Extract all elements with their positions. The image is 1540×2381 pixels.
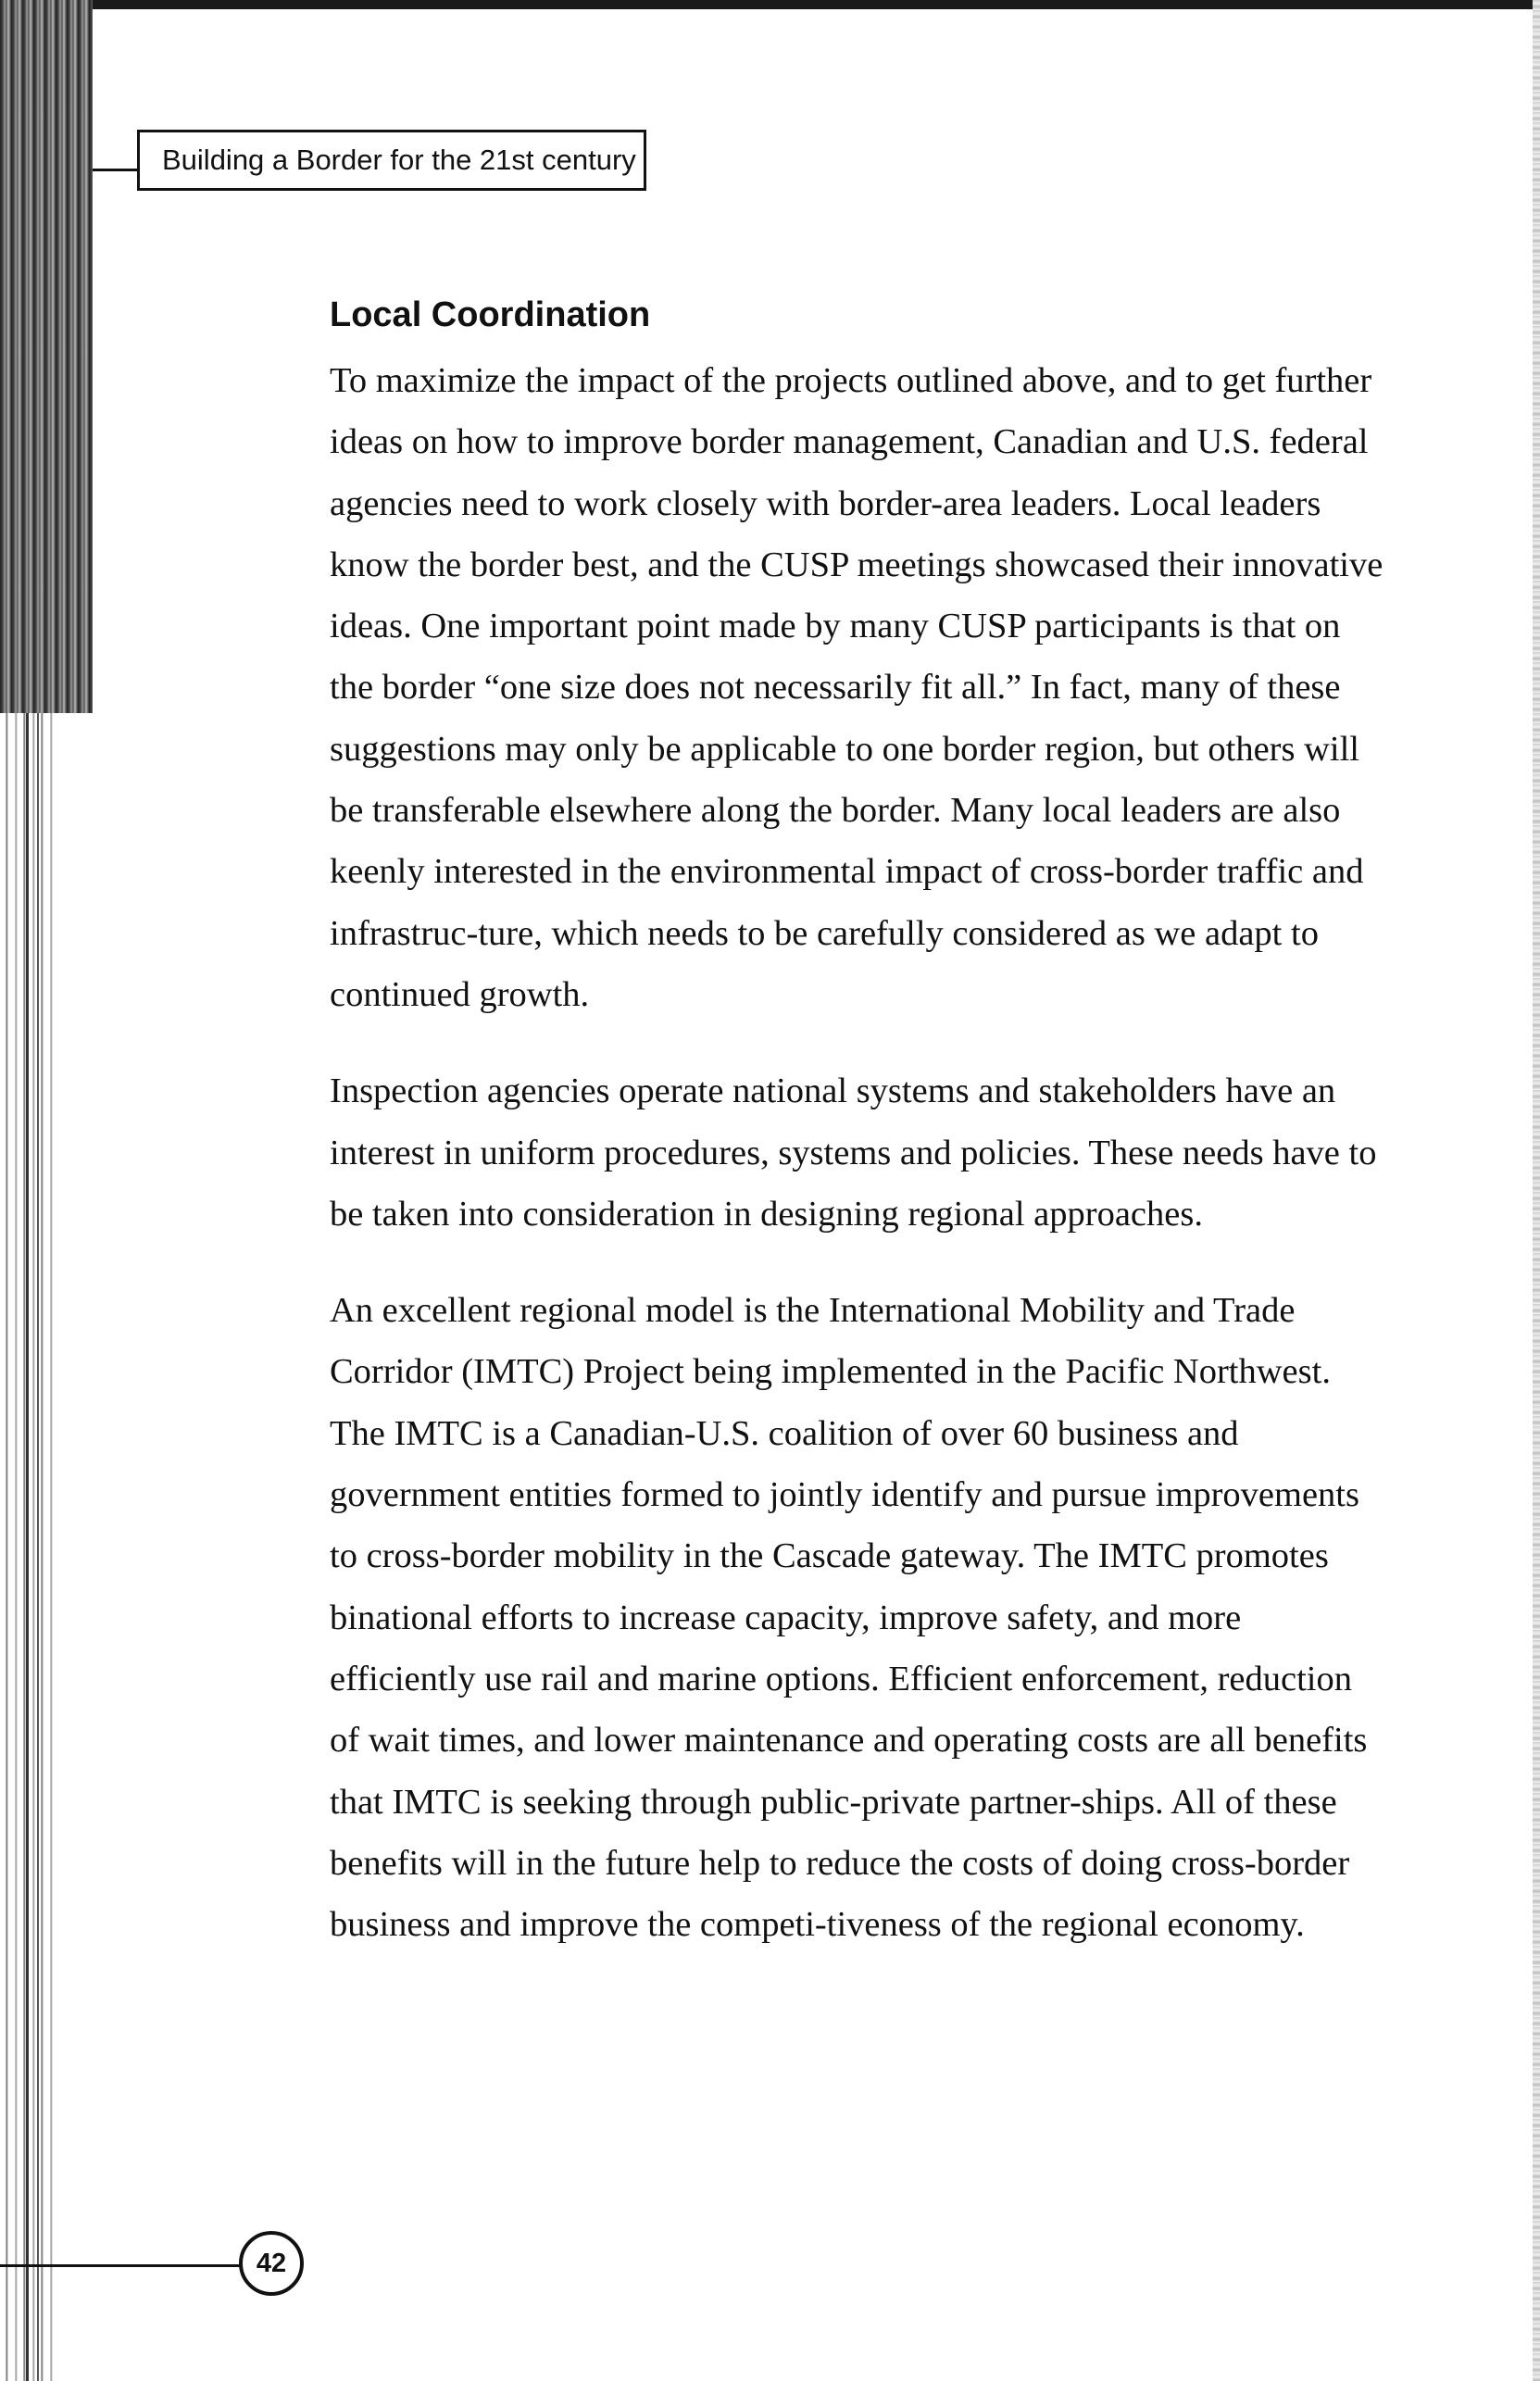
folio-rule xyxy=(0,2264,243,2267)
body-paragraph: Inspection agencies operate national systems and stakeholders have an interest in uniform procedures, systems and policies. These needs have to be taken into consideration in designing regional approaches. xyxy=(330,1071,1377,1234)
scan-binding-edge xyxy=(0,0,93,713)
binding-rule xyxy=(26,713,29,2381)
running-head-rule xyxy=(93,169,139,171)
main-content xyxy=(330,289,1383,1990)
body-paragraph: To maximize the impact of the projects outlined above, and to get further ideas on how to improve border management, Canadian and U.S. federal agencies need to work closely with border-area leaders. Local leaders know the border best, and the CUSP meetings showcased their innovative ideas. One important point made by many CUSP participants is that on the border “one size does not necessarily fit all.” In fact, many of these suggestions may only be applicable to one border region, but others will be transferable elsewhere along the border. Many local leaders are also keenly interested in the environmental impact of cross-border traffic and infrastruc-ture, which needs to be carefully considered as we adapt to continued growth. xyxy=(330,361,1383,1014)
page-top-edge xyxy=(0,0,1540,9)
binding-rule xyxy=(37,713,39,2381)
body-paragraph: An excellent regional model is the International Mobility and Trade Corridor (IMTC) Project being implemented in the Pacific Northwest. The IMTC is a Canadian-U.S. coalition of over 60 business and government entities formed to jointly identify and pursue improvements to cross-border mobility in the Cascade gateway. The IMTC promotes binational efforts to increase capacity, improve safety, and more efficiently use rail and marine options. Efficient enforcement, reduction of wait times, and lower maintenance and operating costs are all benefits that IMTC is seeking through public-private partner-ships. All of these benefits will in the future help to reduce the costs of doing cross-border business and improve the competi-tiveness of the regional economy. xyxy=(330,1291,1368,1945)
page-number: 42 xyxy=(239,2231,304,2296)
scan-right-edge xyxy=(1533,0,1540,2381)
running-head: Building a Border for the 21st century xyxy=(137,130,646,191)
section-heading: Local Coordination xyxy=(330,295,651,334)
